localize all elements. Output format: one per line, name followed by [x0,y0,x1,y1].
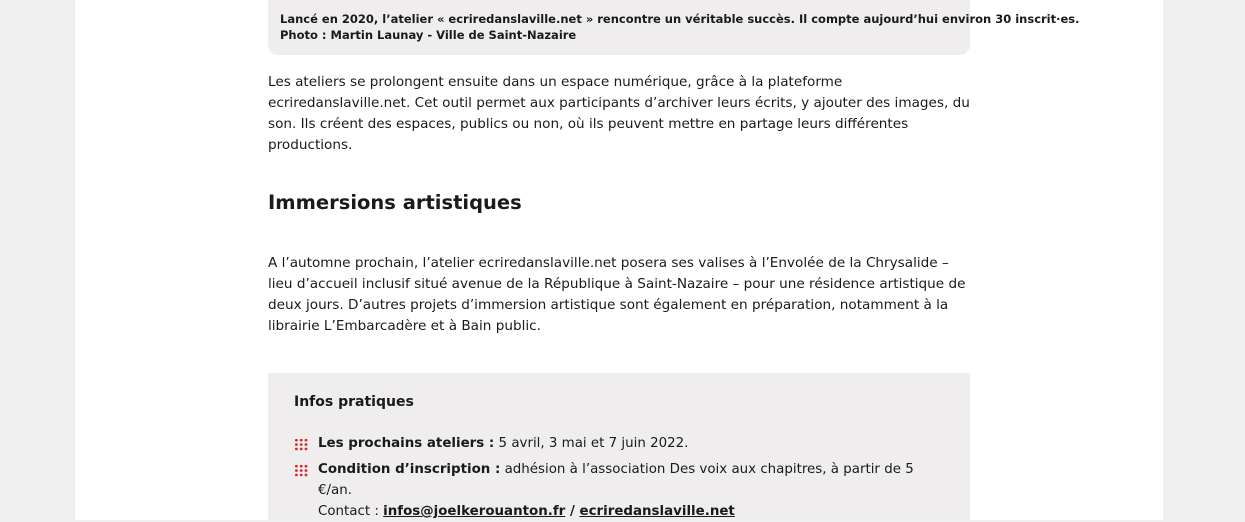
photo-caption [268,0,1080,55]
website-link[interactable]: ecriredanslaville.net [579,504,735,519]
item-label: Condition d’inscription : [318,462,501,477]
list-item [294,459,944,522]
item-label: Les prochains ateliers : [318,436,495,451]
caption-credit: Photo : Martin Launay - Ville de Saint-Nazaire [280,28,577,42]
item-value: adhésion à l’association Des voix aux chapitres, à partir de 5 €/an. [318,462,914,498]
list-item [294,433,944,454]
email-link[interactable]: infos@joelkerouanton.fr [383,504,566,519]
info-box-title: Infos pratiques [294,394,414,410]
practical-info-box [268,373,970,520]
article-paragraph: A l’automne prochain, l’atelier ecriredanslaville.net posera ses valises à l’Envolée de la Chrysalide – lieu d’accueil inclusif situé avenue de la République à Saint-Nazaire – pour une résidence artistique de deux jours. D’autres projets d’immersion artistique sont également en préparation, notamment à la librairie L’Embarcadère et à Bain public. [268,255,966,334]
dot-grid-bullet-icon [294,438,308,451]
caption-text: Lancé en 2020, l’atelier « ecriredanslaville.net » rencontre un véritable succès. Il compte aujourd’hui environ 30 inscrit·es. [280,12,1080,26]
article-paragraph: Les ateliers se prolongent ensuite dans un espace numérique, grâce à la plateforme ecriredanslaville.net. Cet outil permet aux participants d’archiver leurs écrits, y ajouter des images, du son. Ils créent des espaces, publics ou non, où ils peuvent mettre en partage leurs différentes productions. [268,74,970,153]
contact-label: Contact : [318,504,384,519]
dot-grid-bullet-icon [294,464,308,477]
article-page [75,0,1163,520]
item-value: 5 avril, 3 mai et 7 juin 2022. [494,436,689,451]
link-separator: / [565,504,580,519]
section-heading: Immersions artistiques [268,191,522,214]
